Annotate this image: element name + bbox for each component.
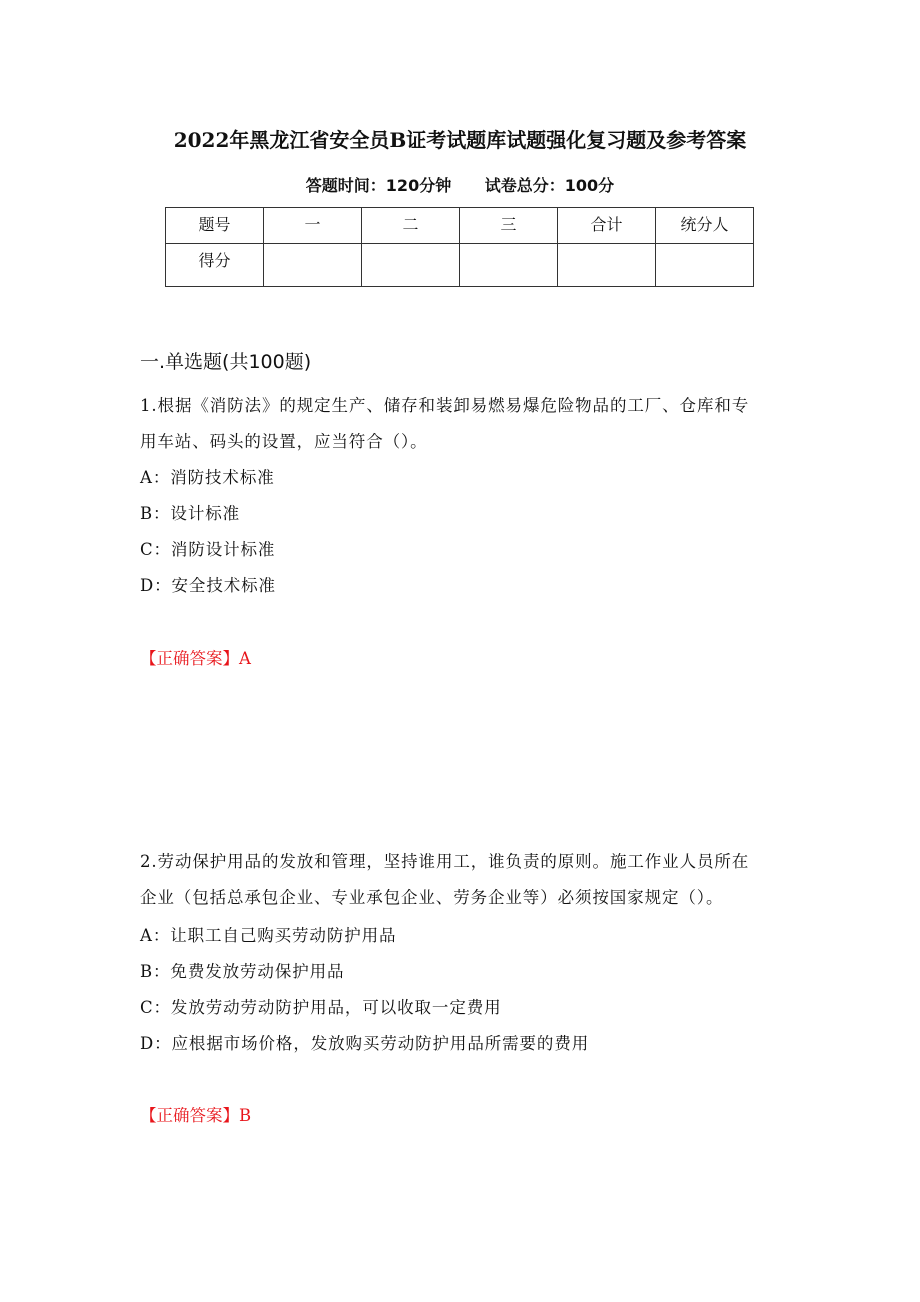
header-cell: 统分人 <box>656 208 754 244</box>
question-2-option-c: C：发放劳动劳动防护用品，可以收取一定费用 <box>140 998 502 1017</box>
score-table-score-row <box>166 244 754 287</box>
exam-info <box>0 173 920 196</box>
score-cell <box>656 244 754 287</box>
question-2-option-d: D：应根据市场价格，发放购买劳动防护用品所需要的费用 <box>140 1034 590 1053</box>
header-cell: 合计 <box>558 208 656 244</box>
score-table <box>165 207 754 287</box>
question-1-text-line: 用车站、码头的设置，应当符合（）。 <box>140 432 428 451</box>
question-1-option-a: A：消防技术标准 <box>140 468 275 487</box>
question-1-option-d: D：安全技术标准 <box>140 576 276 595</box>
question-2-option-a: A：让职工自己购买劳动防护用品 <box>140 926 397 945</box>
question-1-option-c: C：消防设计标准 <box>140 540 276 559</box>
header-cell: 二 <box>362 208 460 244</box>
question-1-option-b: B：设计标准 <box>140 504 241 523</box>
question-2-option-b: B：免费发放劳动保护用品 <box>140 962 345 981</box>
header-cell: 三 <box>460 208 558 244</box>
header-cell: 一 <box>264 208 362 244</box>
exam-time: 答题时间：120分钟 <box>305 176 452 195</box>
score-cell <box>264 244 362 287</box>
question-2-text-line: 2.劳动保护用品的发放和管理，坚持谁用工，谁负责的原则。施工作业人员所在 <box>140 852 750 871</box>
header-cell: 题号 <box>166 208 264 244</box>
question-2-text-line: 企业（包括总承包企业、专业承包企业、劳务企业等）必须按国家规定（）。 <box>140 888 724 907</box>
question-1-text-line: 1.根据《消防法》的规定生产、储存和装卸易燃易爆危险物品的工厂、仓库和专 <box>140 396 750 415</box>
score-cell <box>558 244 656 287</box>
exam-total-score: 试卷总分：100分 <box>484 176 615 195</box>
score-table-header-row <box>166 208 754 244</box>
question-2-answer: 【正确答案】B <box>140 1106 252 1125</box>
score-cell <box>362 244 460 287</box>
row-label: 得分 <box>166 244 264 287</box>
document-title: 2022年黑龙江省安全员B证考试题库试题强化复习题及参考答案 <box>173 128 747 152</box>
question-1-answer: 【正确答案】A <box>140 649 251 668</box>
score-cell <box>460 244 558 287</box>
section-heading: 一.单选题(共100题) <box>140 351 312 373</box>
